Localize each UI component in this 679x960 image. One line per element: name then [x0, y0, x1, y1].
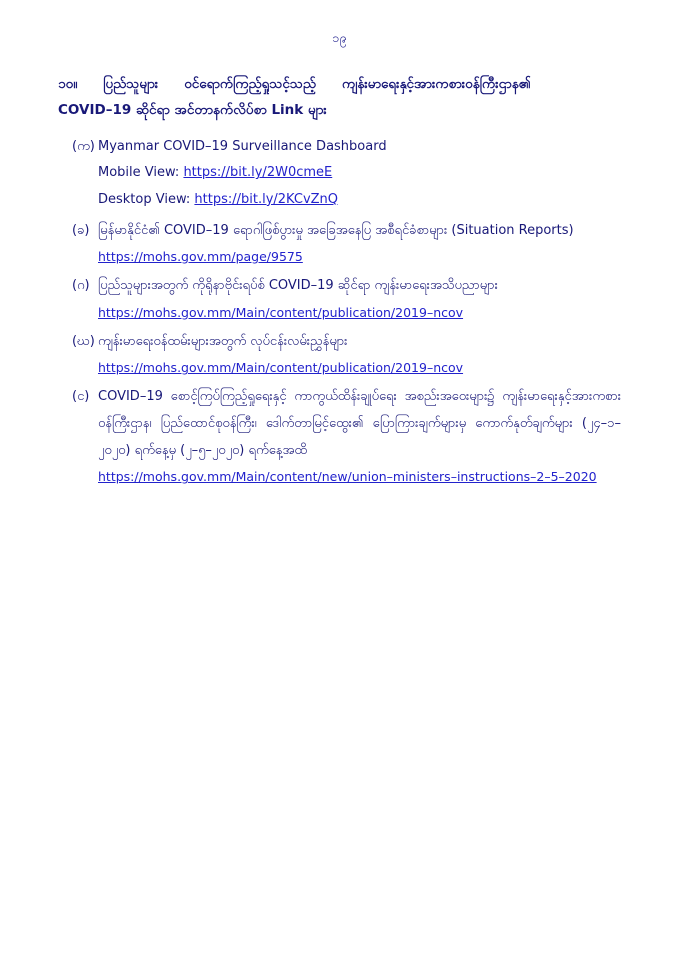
list-item-title: မြန်မာနိုင်ငံ၏ COVID–19 ရောဂါဖြစ်ပွားမှု အခြေအနေပြ အစီရင်ခံစာများ (Situation Reports) — [98, 222, 574, 238]
desktop-view-link[interactable]: https://bit.ly/2KCvZnQ — [194, 191, 339, 207]
list-item-marker: (က) — [72, 138, 95, 154]
heading-line2: COVID–19 ဆိုင်ရာ အင်တာနက်လိပ်စာ Link များ — [58, 102, 327, 119]
heading-part2: ဝင်ရောက်ကြည့်ရှုသင့်သည့် — [184, 76, 317, 92]
list-item — [58, 329, 621, 381]
mobile-view-line — [98, 160, 621, 187]
section-heading — [58, 71, 621, 124]
page-number: ၁၉ — [331, 30, 348, 45]
heading-part1: ပြည်သူများ — [103, 76, 159, 92]
list-item-marker: (ဃ) — [72, 333, 95, 349]
list-item-link-line — [98, 464, 621, 489]
desktop-view-line — [98, 187, 621, 214]
list-item-marker: (ခ) — [72, 222, 90, 238]
heading-number: ၁၀။ — [58, 76, 78, 92]
list-item — [58, 134, 621, 214]
resource-link[interactable]: https://mohs.gov.mm/Main/content/publication/2019–ncov — [98, 360, 464, 376]
mobile-view-link[interactable]: https://bit.ly/2W0cmeE — [183, 165, 333, 181]
resource-link[interactable]: https://mohs.gov.mm/Main/content/new/union–ministers–instructions–2–5–2020 — [98, 469, 597, 485]
list-item-title: ပြည်သူများအတွက် ကိုရိုနာဗိုင်းရပ်စ် COVID–19 ဆိုင်ရာ ကျန်းမာရေးအသိပညာများ — [98, 278, 498, 294]
resource-link[interactable]: https://mohs.gov.mm/page/9575 — [98, 249, 303, 265]
list-item — [58, 273, 621, 325]
resource-link[interactable]: https://mohs.gov.mm/Main/content/publication/2019–ncov — [98, 304, 464, 320]
list-item-marker: (င) — [72, 389, 90, 405]
list-item-link-line — [98, 300, 621, 325]
list-item-link-line — [98, 244, 621, 269]
list-item-title: Myanmar COVID–19 Surveillance Dashboard — [98, 138, 387, 154]
list-item-title: ကျန်းမာရေးဝန်ထမ်းများအတွက် လုပ်ငန်းလမ်းညွှန်များ — [98, 333, 348, 349]
list-item-title: COVID–19 စောင့်ကြပ်ကြည့်ရှုရေးနှင့် ကာကွယ်ထိန်းချုပ်ရေး အစည်းအဝေးများ၌ ကျန်းမာရေးနှင့်အားကစားဝန်ကြီးဌာန၊ ပြည်ထောင်စုဝန်ကြီး၊ ဒေါက်တာမြင့်ထွေး၏ ပြောကြားချက်များမှ ကောက်နုတ်ချက်များ (၂၄–၁–၂၀၂၀) ရက်နေ့မှ (၂–၅–၂၀၂၀) ရက်နေ့အထိ — [98, 389, 621, 458]
desktop-view-label: Desktop View: — [98, 191, 191, 207]
list-item — [58, 384, 621, 489]
list-item-marker: (ဂ) — [72, 278, 90, 294]
list-item — [58, 218, 621, 270]
list-item-link-line — [98, 355, 621, 380]
mobile-view-label: Mobile View: — [98, 165, 180, 181]
heading-part3: ကျန်းမာရေးနှင့်အားကစားဝန်ကြီးဌာန၏ — [342, 76, 531, 92]
